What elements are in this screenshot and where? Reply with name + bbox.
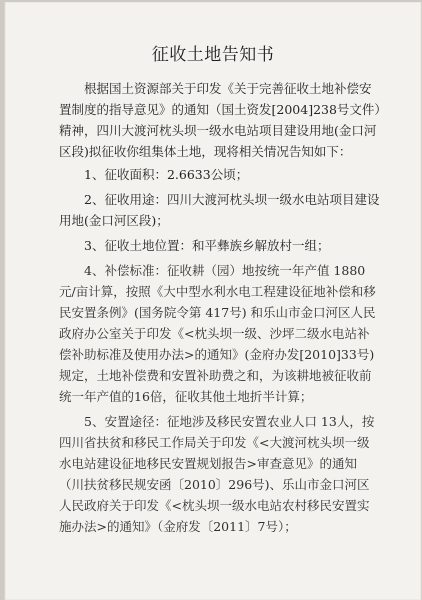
- document-body: [59, 78, 381, 541]
- document-page: [4, 2, 422, 600]
- intro-paragraph: 根据国土资源部关于印发《关于完善征收土地补偿安置制度的指导意见》的通知（国土资发[2004]238号文件）精神，四川大渡河枕头坝一级水电站项目建设用地(金口河区段)拟征收你组集体土地，现将相关情况告知如下：: [59, 81, 381, 159]
- list-item: 1、征收面积：2.6633公顷；: [84, 167, 249, 182]
- list-item: 3、征收土地位置：和平彝族乡解放村一组；: [84, 238, 330, 253]
- list-item: 4、补偿标准：征收耕（园）地按统一年产值 1880元/亩计算，按照《大中型水利水电工程建设征地补偿和移民安置条例》(国务院令第 417号) 和乐山市金口河区人民政府办公室关于印发《<枕头坝一级、沙坪二级水电站补偿补助标准及使用办法>的通知》(金府办发[2010]33号) 规定，土地补偿费和安置补助费之和，为该耕地被征收前统一年产值的16倍，征收其他土地折半计算；: [59, 263, 376, 404]
- list-item: 5、安置途径：征地涉及移民安置农业人口 13人，按四川省扶贫和移民工作局关于印发《<大渡河枕头坝一级水电站建设征地移民安置规划报告>审查意见》的通知（川扶贫移民规安函〔2010〕296号)、乐山市金口河区人民政府关于印发《<枕头坝一级水电站农村移民安置实施办法>的通知》（金府发〔2011〕7号）；: [59, 414, 375, 534]
- document-title: 征收土地告知书: [151, 45, 275, 65]
- list-item: 2、征收用途：四川大渡河枕头坝一级水电站项目建设用地(金口河区段)；: [59, 192, 380, 228]
